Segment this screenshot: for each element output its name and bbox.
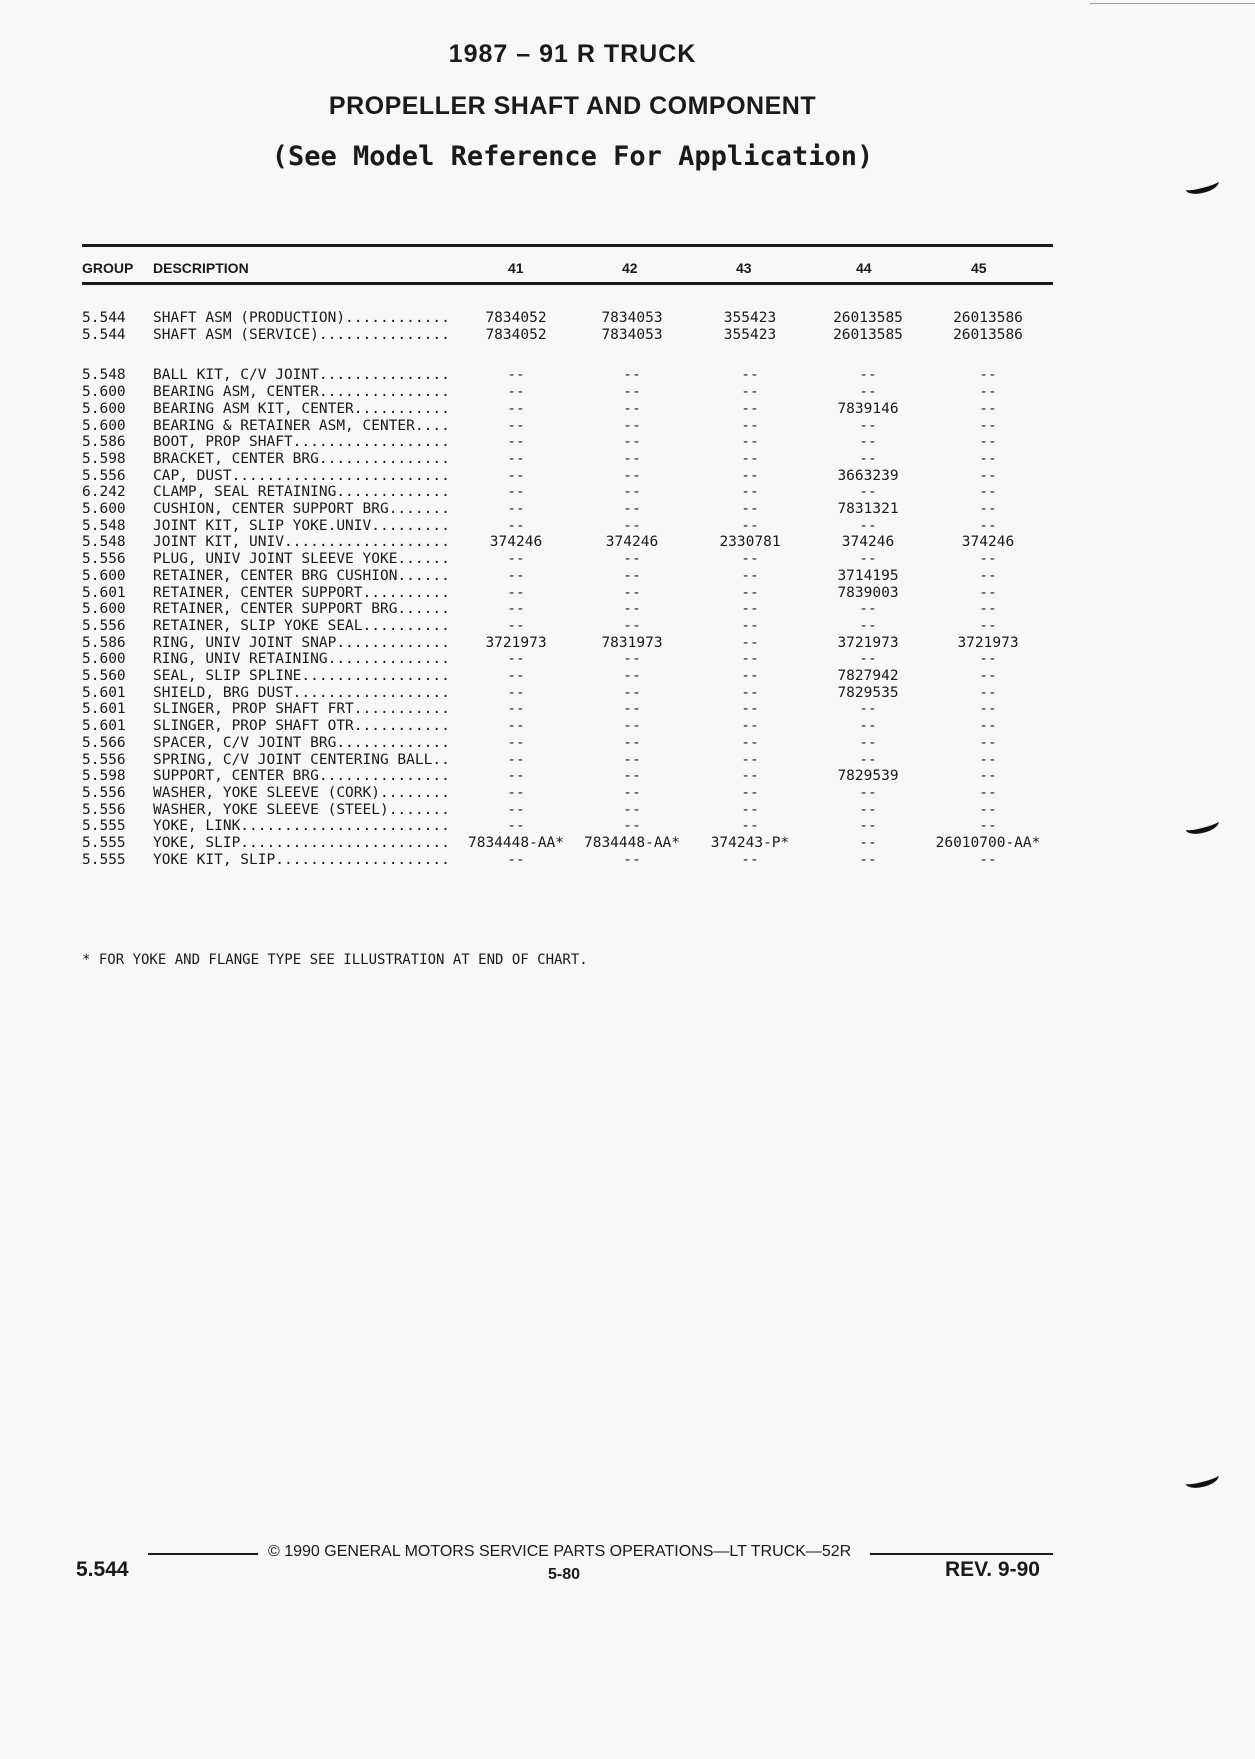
table-row: [0, 651, 1255, 668]
cell-41: --: [507, 818, 525, 835]
cell-group: 5.586: [82, 634, 126, 651]
cell-group: 5.566: [82, 734, 126, 751]
cell-44: --: [859, 801, 877, 818]
table-row: [0, 585, 1255, 602]
cell-description: SHIELD, BRG DUST..................: [153, 684, 450, 701]
cell-44: 374246: [841, 534, 895, 551]
cell-45: --: [979, 584, 997, 601]
table-row: [0, 434, 1255, 451]
column-header-42: 42: [622, 260, 638, 276]
cell-43: --: [741, 701, 759, 718]
cell-description: SPRING, C/V JOINT CENTERING BALL..: [153, 751, 450, 768]
cell-42: --: [623, 567, 641, 584]
table-row: [0, 568, 1255, 585]
cell-42: --: [623, 784, 641, 801]
cell-group: 5.601: [82, 701, 126, 718]
cell-description: RETAINER, CENTER BRG CUSHION......: [153, 567, 450, 584]
cell-43: --: [741, 567, 759, 584]
cell-41: --: [507, 400, 525, 417]
cell-41: --: [507, 801, 525, 818]
table-row: [0, 501, 1255, 518]
cell-42: --: [623, 450, 641, 467]
footer-rule-right: [870, 1553, 1053, 1555]
cell-43: --: [741, 367, 759, 384]
cell-41: --: [507, 768, 525, 785]
cell-45: --: [979, 601, 997, 618]
cell-description: SUPPORT, CENTER BRG...............: [153, 768, 450, 785]
cell-43: --: [741, 751, 759, 768]
cell-description: SPACER, C/V JOINT BRG.............: [153, 734, 450, 751]
table-row: [0, 401, 1255, 418]
cell-44: --: [859, 617, 877, 634]
cell-44: 7829535: [837, 684, 899, 701]
cell-43: --: [741, 384, 759, 401]
cell-44: 7827942: [837, 668, 899, 684]
cell-41: 7834448-AA*: [467, 835, 565, 851]
cell-43: --: [741, 501, 759, 517]
cell-45: 3721973: [957, 634, 1019, 651]
cell-group: 5.601: [82, 584, 126, 601]
cell-44: --: [859, 835, 877, 851]
cell-41: --: [507, 567, 525, 584]
cell-description: SLINGER, PROP SHAFT OTR...........: [153, 718, 450, 735]
cell-43: --: [741, 434, 759, 451]
cell-43: --: [741, 467, 759, 484]
cell-group: 5.555: [82, 851, 126, 868]
table-row: [0, 818, 1255, 835]
cell-44: --: [859, 784, 877, 801]
cell-description: RING, UNIV RETAINING..............: [153, 651, 450, 668]
cell-41: --: [507, 751, 525, 768]
cell-group: 6.242: [82, 484, 126, 501]
cell-43: --: [741, 734, 759, 751]
cell-44: --: [859, 484, 877, 501]
cell-44: 26013585: [833, 310, 903, 326]
cell-42: --: [623, 718, 641, 735]
cell-group: 5.556: [82, 784, 126, 801]
page-title: 1987 – 91 R TRUCK: [448, 40, 697, 68]
cell-41: --: [507, 551, 525, 568]
cell-45: 26013586: [953, 326, 1023, 343]
cell-42: --: [623, 818, 641, 835]
cell-43: --: [741, 450, 759, 467]
cell-group: 5.600: [82, 567, 126, 584]
cell-42: 7834053: [601, 310, 663, 326]
cell-44: 7839003: [837, 584, 899, 601]
cell-45: --: [979, 617, 997, 634]
table-row: [0, 367, 1255, 384]
table-row: [0, 835, 1255, 852]
cell-45: --: [979, 501, 997, 517]
cell-45: --: [979, 668, 997, 684]
cell-description: CUSHION, CENTER SUPPORT BRG.......: [153, 501, 450, 517]
table-row: [0, 384, 1255, 401]
cell-44: --: [859, 701, 877, 718]
footer-page-number: 5-80: [548, 1566, 581, 1583]
table-row: [0, 310, 1255, 327]
cell-43: --: [741, 718, 759, 735]
cell-42: --: [623, 668, 641, 684]
cell-44: --: [859, 601, 877, 618]
cell-description: YOKE KIT, SLIP....................: [153, 851, 450, 868]
cell-44: 7831321: [837, 501, 899, 517]
cell-41: --: [507, 367, 525, 384]
cell-42: --: [623, 384, 641, 401]
cell-description: YOKE, SLIP........................: [153, 835, 450, 851]
cell-42: --: [623, 484, 641, 501]
table-row: [0, 701, 1255, 718]
cell-45: --: [979, 484, 997, 501]
cell-description: JOINT KIT, UNIV...................: [153, 534, 450, 551]
cell-43: --: [741, 584, 759, 601]
cell-41: --: [507, 601, 525, 618]
cell-description: PLUG, UNIV JOINT SLEEVE YOKE......: [153, 551, 450, 568]
cell-45: --: [979, 551, 997, 568]
cell-group: 5.556: [82, 801, 126, 818]
cell-42: --: [623, 768, 641, 785]
cell-42: --: [623, 617, 641, 634]
cell-group: 5.548: [82, 367, 126, 384]
cell-43: --: [741, 484, 759, 501]
footer-group-number: 5.544: [76, 1558, 129, 1581]
cell-41: 3721973: [485, 634, 547, 651]
cell-description: RETAINER, CENTER SUPPORT BRG......: [153, 601, 450, 618]
cell-41: 7834052: [485, 310, 547, 326]
cell-45: --: [979, 684, 997, 701]
cell-44: 7829539: [837, 768, 899, 785]
cell-44: --: [859, 367, 877, 384]
cell-group: 5.586: [82, 434, 126, 451]
cell-45: 374246: [961, 534, 1015, 551]
cell-44: 3663239: [837, 467, 899, 484]
cell-43: --: [741, 417, 759, 434]
cell-43: 374243-P*: [710, 835, 790, 851]
cell-description: CLAMP, SEAL RETAINING.............: [153, 484, 450, 501]
cell-description: SLINGER, PROP SHAFT FRT...........: [153, 701, 450, 718]
cell-44: --: [859, 818, 877, 835]
column-header-43: 43: [736, 260, 752, 276]
cell-43: 355423: [723, 326, 777, 343]
cell-41: --: [507, 651, 525, 668]
cell-43: --: [741, 651, 759, 668]
cell-44: 3721973: [837, 634, 899, 651]
cell-45: --: [979, 701, 997, 718]
cell-42: --: [623, 517, 641, 534]
column-header-description: DESCRIPTION: [153, 260, 249, 276]
cell-41: --: [507, 517, 525, 534]
table-row: [0, 768, 1255, 785]
cell-45: --: [979, 651, 997, 668]
table-row: [0, 718, 1255, 735]
cell-41: --: [507, 450, 525, 467]
cell-description: RETAINER, SLIP YOKE SEAL..........: [153, 617, 450, 634]
cell-42: --: [623, 501, 641, 517]
cell-45: --: [979, 751, 997, 768]
table-row: [0, 635, 1255, 652]
cell-45: --: [979, 517, 997, 534]
cell-42: --: [623, 751, 641, 768]
cell-45: --: [979, 367, 997, 384]
cell-42: 7834053: [601, 326, 663, 343]
cell-44: --: [859, 734, 877, 751]
cell-44: --: [859, 384, 877, 401]
cell-45: --: [979, 768, 997, 785]
cell-43: --: [741, 801, 759, 818]
cell-group: 5.600: [82, 601, 126, 618]
table-row: [0, 802, 1255, 819]
cell-42: --: [623, 367, 641, 384]
cell-42: --: [623, 651, 641, 668]
cell-45: --: [979, 567, 997, 584]
cell-45: --: [979, 801, 997, 818]
cell-group: 5.560: [82, 668, 126, 684]
table-header-rule: [82, 282, 1053, 285]
table-top-rule: [82, 244, 1053, 247]
cell-group: 5.555: [82, 818, 126, 835]
cell-42: --: [623, 400, 641, 417]
cell-description: JOINT KIT, SLIP YOKE.UNIV.........: [153, 517, 450, 534]
footer-copyright: © 1990 GENERAL MOTORS SERVICE PARTS OPERATIONS—LT TRUCK—52R: [268, 1543, 852, 1560]
cell-group: 5.598: [82, 450, 126, 467]
cell-44: 7839146: [837, 400, 899, 417]
cell-44: --: [859, 718, 877, 735]
column-header-44: 44: [856, 260, 872, 276]
cell-44: --: [859, 751, 877, 768]
cell-45: --: [979, 734, 997, 751]
table-row: [0, 327, 1255, 344]
cell-43: --: [741, 551, 759, 568]
table-row: [0, 685, 1255, 702]
cell-45: --: [979, 400, 997, 417]
cell-42: --: [623, 467, 641, 484]
table-row: [0, 752, 1255, 769]
cell-43: 2330781: [719, 534, 781, 551]
cell-group: 5.556: [82, 467, 126, 484]
cell-45: --: [979, 450, 997, 467]
cell-43: --: [741, 684, 759, 701]
cell-group: 5.548: [82, 534, 126, 551]
cell-41: 7834052: [485, 326, 547, 343]
cell-41: --: [507, 701, 525, 718]
cell-description: SEAL, SLIP SPLINE.................: [153, 668, 450, 684]
table-row: [0, 451, 1255, 468]
cell-43: --: [741, 617, 759, 634]
footer-revision: REV. 9-90: [945, 1558, 1040, 1581]
cell-41: --: [507, 584, 525, 601]
cell-41: --: [507, 417, 525, 434]
cell-42: --: [623, 851, 641, 868]
table-row: [0, 735, 1255, 752]
cell-42: --: [623, 734, 641, 751]
cell-44: --: [859, 417, 877, 434]
cell-45: --: [979, 851, 997, 868]
cell-group: 5.600: [82, 651, 126, 668]
cell-43: --: [741, 784, 759, 801]
cell-45: --: [979, 384, 997, 401]
cell-42: --: [623, 801, 641, 818]
cell-45: --: [979, 718, 997, 735]
cell-44: 3714195: [837, 567, 899, 584]
cell-description: BALL KIT, C/V JOINT...............: [153, 367, 450, 384]
cell-43: --: [741, 400, 759, 417]
cell-43: --: [741, 851, 759, 868]
table-row: [0, 418, 1255, 435]
cell-45: 26013586: [953, 310, 1023, 326]
cell-description: BRACKET, CENTER BRG...............: [153, 450, 450, 467]
cell-41: --: [507, 434, 525, 451]
cell-group: 5.600: [82, 384, 126, 401]
cell-description: SHAFT ASM (PRODUCTION)............: [153, 310, 450, 326]
cell-group: 5.598: [82, 768, 126, 785]
cell-43: --: [741, 601, 759, 618]
cell-description: CAP, DUST.........................: [153, 467, 450, 484]
cell-43: --: [741, 818, 759, 835]
cell-group: 5.544: [82, 326, 126, 343]
cell-description: BEARING ASM KIT, CENTER...........: [153, 400, 450, 417]
table-row: [0, 518, 1255, 535]
cell-42: 374246: [605, 534, 659, 551]
cell-group: 5.600: [82, 501, 126, 517]
table-row: [0, 852, 1255, 869]
cell-45: --: [979, 467, 997, 484]
cell-41: --: [507, 617, 525, 634]
cell-42: --: [623, 684, 641, 701]
column-header-45: 45: [971, 260, 987, 276]
table-row: [0, 534, 1255, 551]
cell-43: --: [741, 517, 759, 534]
table-row: [0, 618, 1255, 635]
cell-41: --: [507, 851, 525, 868]
cell-41: --: [507, 668, 525, 684]
cell-44: --: [859, 551, 877, 568]
cell-44: --: [859, 851, 877, 868]
cell-group: 5.600: [82, 417, 126, 434]
cell-group: 5.556: [82, 617, 126, 634]
cell-45: --: [979, 784, 997, 801]
cell-43: --: [741, 634, 759, 651]
cell-41: --: [507, 784, 525, 801]
cell-42: --: [623, 584, 641, 601]
cell-41: --: [507, 484, 525, 501]
cell-41: 374246: [489, 534, 543, 551]
cell-42: 7834448-AA*: [583, 835, 681, 851]
cell-description: WASHER, YOKE SLEEVE (CORK)........: [153, 784, 450, 801]
cell-description: WASHER, YOKE SLEEVE (STEEL).......: [153, 801, 450, 818]
cell-41: --: [507, 718, 525, 735]
cell-41: --: [507, 467, 525, 484]
footer-rule-left: [148, 1553, 258, 1555]
cell-45: --: [979, 417, 997, 434]
cell-description: BEARING ASM, CENTER...............: [153, 384, 450, 401]
application-note: (See Model Reference For Application): [271, 141, 874, 172]
cell-41: --: [507, 384, 525, 401]
cell-42: --: [623, 701, 641, 718]
cell-description: BOOT, PROP SHAFT..................: [153, 434, 450, 451]
cell-44: --: [859, 450, 877, 467]
binder-hole-mark: [1184, 174, 1221, 197]
binder-hole-mark: [1184, 1468, 1221, 1491]
cell-group: 5.600: [82, 400, 126, 417]
cell-description: BEARING & RETAINER ASM, CENTER....: [153, 417, 450, 434]
cell-44: --: [859, 517, 877, 534]
cell-group: 5.601: [82, 684, 126, 701]
cell-44: --: [859, 651, 877, 668]
cell-45: --: [979, 434, 997, 451]
cell-description: SHAFT ASM (SERVICE)...............: [153, 326, 450, 343]
cell-42: --: [623, 417, 641, 434]
cell-group: 5.556: [82, 551, 126, 568]
cell-group: 5.556: [82, 751, 126, 768]
cell-43: --: [741, 768, 759, 785]
cell-41: --: [507, 501, 525, 517]
table-row: [0, 601, 1255, 618]
cell-42: --: [623, 434, 641, 451]
cell-45: 26010700-AA*: [935, 835, 1041, 851]
cell-41: --: [507, 684, 525, 701]
column-header-group: GROUP: [82, 260, 134, 276]
page-subtitle: PROPELLER SHAFT AND COMPONENT: [328, 92, 817, 120]
cell-description: YOKE, LINK........................: [153, 818, 450, 835]
cell-group: 5.544: [82, 310, 126, 326]
table-row: [0, 785, 1255, 802]
cell-42: --: [623, 601, 641, 618]
cell-42: 7831973: [601, 634, 663, 651]
cell-group: 5.601: [82, 718, 126, 735]
footnote: * FOR YOKE AND FLANGE TYPE SEE ILLUSTRATION AT END OF CHART.: [82, 952, 588, 968]
cell-group: 5.548: [82, 517, 126, 534]
column-header-41: 41: [508, 260, 524, 276]
cell-43: --: [741, 668, 759, 684]
table-row: [0, 668, 1255, 685]
table-row: [0, 468, 1255, 485]
table-row: [0, 484, 1255, 501]
cell-45: --: [979, 818, 997, 835]
cell-description: RING, UNIV JOINT SNAP.............: [153, 634, 450, 651]
cell-44: --: [859, 434, 877, 451]
cell-43: 355423: [723, 310, 777, 326]
cell-42: --: [623, 551, 641, 568]
cell-description: RETAINER, CENTER SUPPORT..........: [153, 584, 450, 601]
table-row: [0, 551, 1255, 568]
cell-41: --: [507, 734, 525, 751]
cell-group: 5.555: [82, 835, 126, 851]
cell-44: 26013585: [833, 326, 903, 343]
corner-rule: [1090, 3, 1255, 4]
